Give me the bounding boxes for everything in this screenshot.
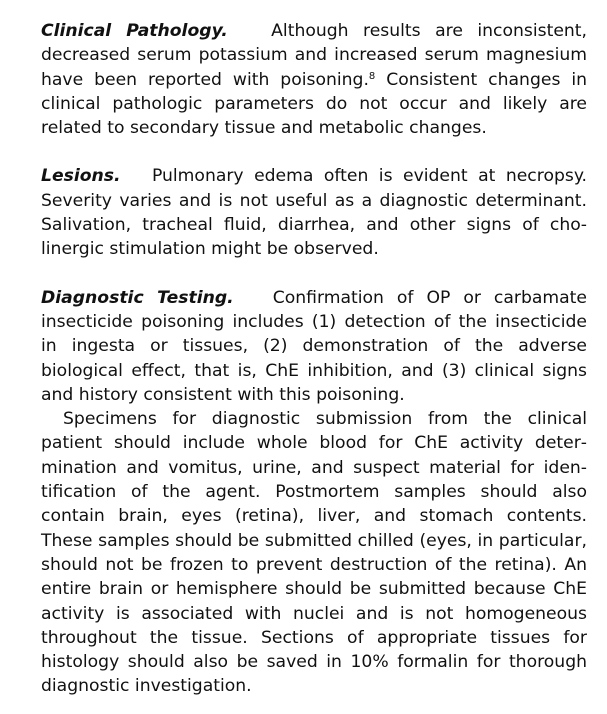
- specimens-paragraph: Specimens for diagnostic submission from the clinical patient should include whole blood for ChE activity determination and vomitus, urine, and suspect material for identification of the agent. Postmortem samples should also contain brain, eyes (retina), liver, and stomach contents. These samples should be submitted chilled (eyes, in particular, should not be frozen to prevent destruction of the retina). An entire brain or hemisphere should be submitted because ChE activity is associated with nuclei and is not homogeneous throughout the tissue. Sections of appropriate tissues for histology should also be saved in 10% formalin for thorough diagnostic investigation.: [41, 409, 587, 697]
- clinical-pathology-heading: Clinical Pathology.: [41, 21, 228, 41]
- lesions-text: Pulmonary edema often is evident at necropsy. Severity varies and is not useful as a diagnostic determinant. Salivation, tracheal fluid, diarrhea, and other signs of cholinergic stimulation might be observed.: [41, 166, 588, 260]
- lesions-heading: Lesions.: [41, 166, 121, 187]
- reference-superscript: 8: [368, 70, 376, 82]
- document-page: [41, 19, 587, 699]
- diagnostic-testing-text: Confirmation of OP or carbamate insecticide poisoning includes (1) detection of the insecticide in ingesta or tissues, (2) demonstration of the adverse biological effect, that is, ChE inhibition, and (3) clinical signs and history consistent with this poisoning.: [41, 287, 587, 405]
- diagnostic-testing-heading: Diagnostic Testing.: [41, 287, 234, 308]
- diagnostic-testing-paragraph: [41, 286, 587, 407]
- lesions-paragraph: [41, 164, 587, 261]
- clinical-pathology-text: Although results are inconsistent, decreased serum potassium and increased serum magnesium have been reported with poisoning.: [41, 21, 587, 90]
- clinical-pathology-text-continued: Consistent changes in clinical pathologic parameters do not occur and likely are related to secondary tissue and metabolic changes.: [41, 69, 587, 139]
- clinical-pathology-paragraph: [41, 19, 587, 140]
